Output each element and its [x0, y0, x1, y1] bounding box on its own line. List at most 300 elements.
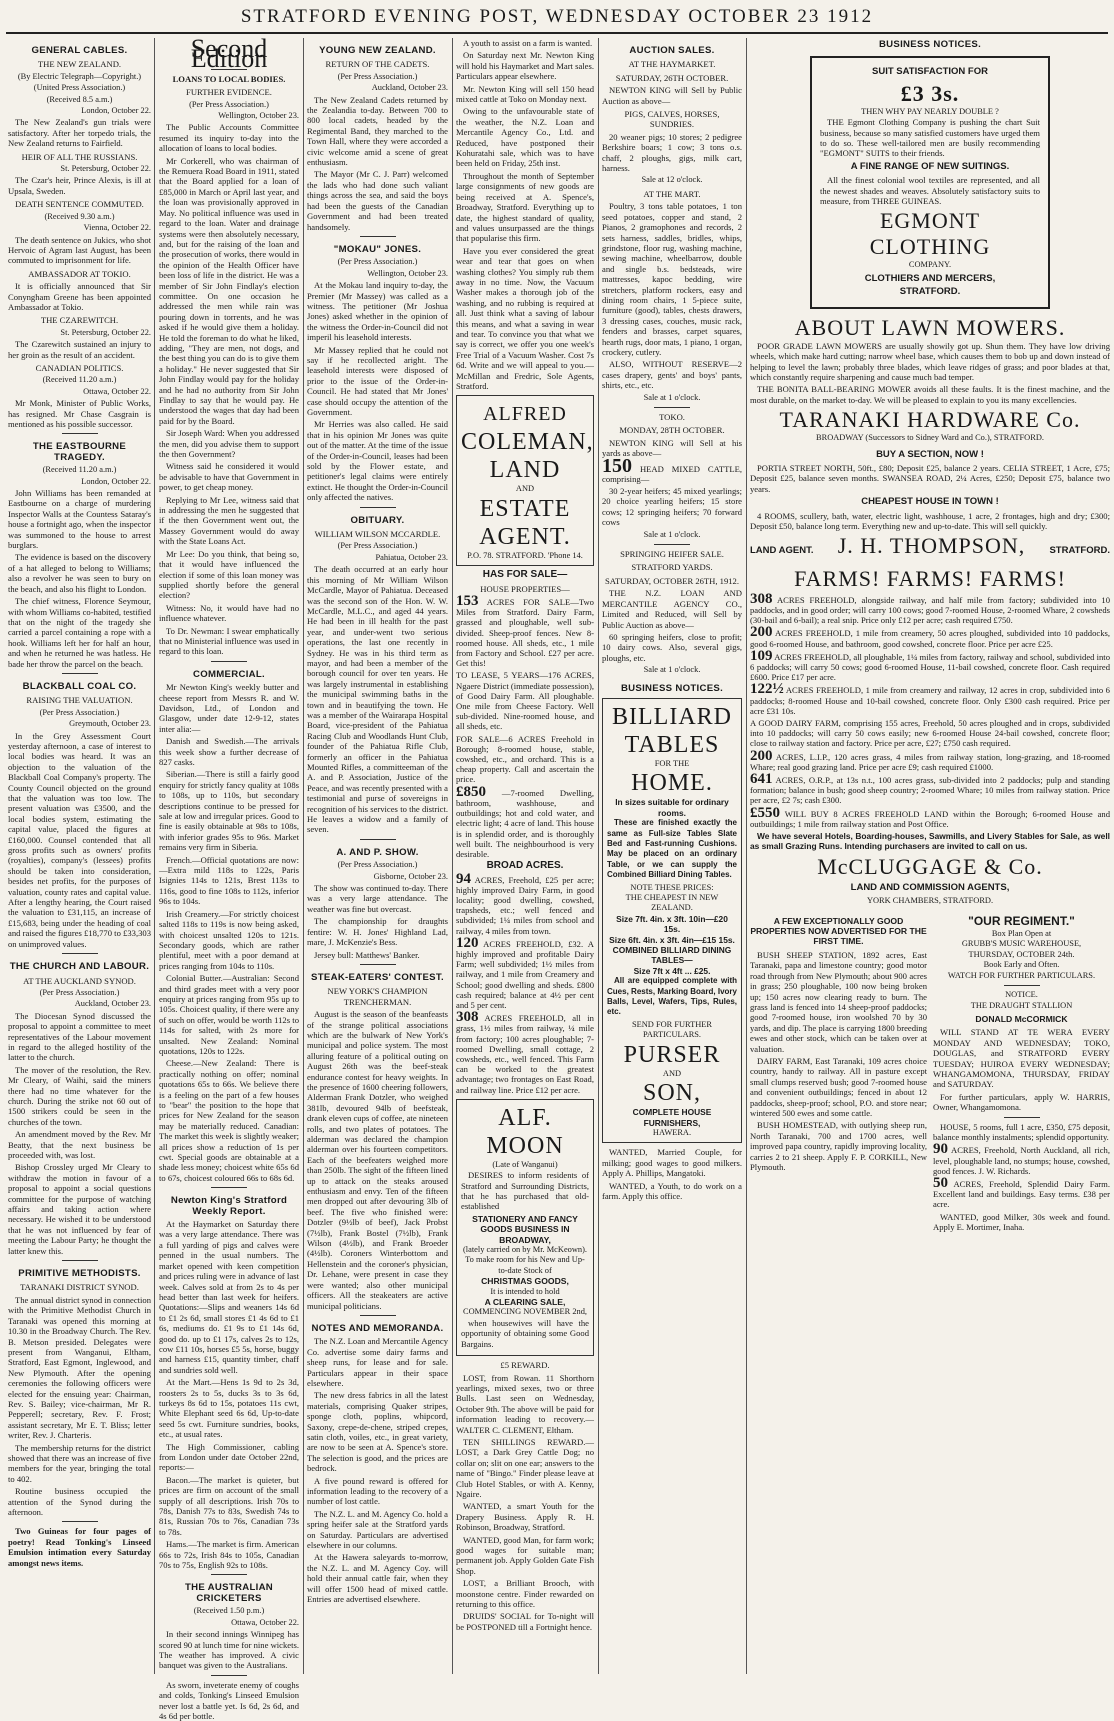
paragraph: The Public Accounts Committee resumed its inquiry to-day into the allocation of loans to local bodies. [159, 122, 299, 154]
dateline: Ottawa, October 22. [231, 1617, 299, 1627]
credit: (By Electric Telegraph—Copyright.) [17, 71, 142, 81]
separator [62, 953, 98, 954]
subheading: SATURDAY, OCTOBER 26TH, 1912. [604, 575, 740, 586]
footer-notice: Two Guineas for four pages of poetry! Read Tonking's Linseed Emulsion intimation every Saturday amongst news items. [8, 1526, 151, 1568]
sale-time: Sale at 12 o'clock. [641, 175, 703, 185]
column-general-cables [8, 38, 151, 1674]
subheading: THE CZAREWITCH. [40, 315, 119, 326]
paragraph: 20 weaner pigs; 10 stores; 2 pedigree Berkshire boars; 1 cow; 3 tons o.s. chaff, 2 ploughs, gigs, milk cart, harness. [602, 131, 742, 174]
separator [1004, 1117, 1040, 1118]
headline: AUCTION SALES. [629, 45, 715, 56]
paragraph: The N.Z. L. and M. Agency Co. hold a spring heifer sale at the Stratford yards on Saturday. Particulars are advertised elsewhere in our columns. [307, 1508, 448, 1551]
column-rule [154, 38, 155, 1674]
advert-name: ALFRED [483, 403, 567, 426]
paragraph: In the Grey Assessment Court yesterday afternoon, a case of interest to local bodies was heard. It was an objection to the valuation of the Blackball Coal Company's property. The County Council objected on the ground that the valuation was too low. The present valuation was £3500, and the local bodies system, estimating the capital value, placed the figures at £160,000. Counsel contended that all gross profits such as owners' profits (royalties), company's (lessees) profits should be taken into consideration, besides net profits, for the purposes of valuation, county rates and capital value. After a lengthy hearing, the Court raised the valuation to £31,115, an increase of £15,683, being under the heading of coal and raised the figures £18,770 to £33,303 on unimproved values. [8, 730, 151, 949]
subheading: SPRINGING HEIFER SALE. [620, 549, 724, 560]
listing-text: ACRES FREEHOLD, all in grass, 1½ miles from railway, ¼ mile from factory; 100 acres ploughable; 7-roomed Dwelling, small cottage, 2 cowsheds, etc., well fenced. This Farm can be worked to the greatest advantage; two frontages on East Road, and railway line. Price £12 per acre. [456, 1013, 594, 1095]
column-rule [452, 38, 453, 1674]
paragraph: 30 2-year heifers; 45 mixed yearlings; 20 choice yearling heifers; 15 store cows; 12 springing heifers; 70 forward cows [602, 486, 742, 528]
headline: A. AND P. SHOW. [336, 846, 419, 858]
headline: THE CHURCH AND LABOUR. [9, 961, 150, 973]
listing [456, 870, 594, 936]
paragraph: An amendment moved by the Rev. Mr Beatty, that the next business be proceeded with, was lost. [8, 1129, 151, 1160]
section-heading: HAS FOR SALE— [482, 569, 568, 581]
advert-line: THE DRAUGHT STALLION [970, 1000, 1073, 1010]
headline: Newton King's Stratford Weekly Report. [170, 1195, 288, 1217]
advert-name: CLOTHING [869, 234, 991, 260]
listing-text: HEAD MIXED CATTLE, comprising— [602, 463, 742, 484]
advert-text: POOR GRADE LAWN MOWERS are usually showily got up. Shun them. They have low driving wheels, which make hard cutting; narrow wheel base, which causes them to bob up and down instead of helping to level the lawn; probably three blades, which leave ridges of grass; and poor blades at that, which constantly require sharpening and cause much bad temper. [750, 340, 1110, 382]
advert-name: PURSER [623, 1041, 721, 1068]
separator [211, 661, 247, 662]
paragraph: To Dr. Newman: I swear emphatically that no Ministerial influence was used in regard to this loan. [159, 625, 299, 657]
column-news [307, 38, 448, 1674]
paragraph: DRUIDS' SOCIAL for To-night will be POSTPONED till a Fortnight hence. [456, 1611, 594, 1632]
advert-text: PORTIA STREET NORTH, 50ft., £80; Deposit £25, balance 2 years. CELIA STREET, 1 Acre, £75; Deposit £25, balance seven months. SWANSEA ROAD, 2¼ Acres, £250; Deposit £75, balance two years. [750, 462, 1110, 494]
advert-line: NOTICE. [1005, 990, 1038, 1000]
advert-line: THEN WHY PAY NEARLY DOUBLE ? [861, 106, 999, 116]
listing [750, 590, 1110, 626]
headline: COMMERCIAL. [192, 668, 266, 680]
column-rule [598, 38, 599, 1674]
listing-number: 150 [602, 454, 632, 477]
paragraph: The show was continued to-day. There was a very large attendance. The weather was fine but overcast. [307, 883, 448, 914]
paragraph: The Diocesan Synod discussed the proposal to appoint a committee to meet representatives of the Labour movement in regard to the alleged hostility of the latter to the church. [8, 1010, 151, 1063]
headline: BUSINESS NOTICES. [878, 39, 982, 50]
advert-line: It is intended to hold [490, 1286, 560, 1296]
subheading: HEIR OF ALL THE RUSSIANS. [21, 151, 138, 162]
paragraph: Colonial Butter.—Australian: Second and third grades meet with a very poor enquiry at prices ranging from 95s up to 105s. Choicest quality, if there were any of such on offer, would be worth 112s to 114s for salted, with 2s more for unsalted. New Zealand: Nominal quotations, 120s to 122s. [159, 973, 299, 1056]
listing-number: 153 [456, 593, 479, 610]
paragraph: Cheese.—New Zealand: There is practically nothing on offer; nominal quotations 65s to 66s. We believe there is a feeling on the part of a few houses to "bear" the position to the hope that prices for New Zealand for the season may be materially reduced. Canadian: The market this week is slightly weaker; all prices show a reduction of 1s per cwt. Special goods are obtainable at a shade less money; choicest white 65s 6d to 67s, choicest coloured 66s to 68s 6d. [159, 1058, 299, 1183]
advert-line: SEND FOR FURTHER PARTICULARS. [631, 1019, 712, 1040]
listing [750, 681, 1110, 716]
bottom-split [750, 913, 1110, 1235]
advert-name: HOME. [631, 770, 713, 797]
column-local-ads [456, 38, 594, 1674]
dateline: St. Petersburg, October 22. [60, 327, 151, 337]
advert-line: Book Early and Often. [983, 960, 1060, 970]
paragraph: It is officially announced that Sir Conyngham Greene has been appointed Ambassador at Tokio. [8, 281, 151, 312]
listing-text: ACRES, O.R.P., at 13s n.t., 100 acres grass, sub-divided into 2 paddocks; pulp and standing formation; balance in bush; good sheep country; 2-roomed Whare; 10 miles from railway station. Price per acre, £2 7s; cash £300. [750, 775, 1110, 806]
advert-line: NOTE THESE PRICES: [630, 882, 714, 892]
received-line: (Received 1.50 p.m.) [193, 1606, 265, 1616]
paragraph: The Czar's heir, Prince Alexis, is ill at Upsala, Sweden. [8, 175, 151, 196]
sale-time: Sale at 1 o'clock. [643, 392, 701, 402]
paragraph: The High Commissioner, cabling from London under date October 22nd, reports:— [159, 1441, 299, 1473]
advert-line: A FINE RANGE OF NEW SUITINGS. [850, 160, 1010, 172]
paragraph: The annual district synod in connection with the Primitive Methodist Church in Taranaki was opened this morning at 10.30 in the Broadway Church. The Rev. B. Metson presided. Delegates were present from Wanganui, Eltham, Stratford, East Egmont, Inglewood, and New Plymouth. After the opening ceremonies the following officers were elected for the ensuing year: Chairman, Rev. S. Bailey; vice-chairman, Mr R. Pepperell; secretary, Rev. F. Frost; assistant secretary, Mr E. T. Bliss; letter writer, Rev. J. Charteris. [8, 1294, 151, 1441]
advert-text: BUSH SHEEP STATION, 1892 acres, East Taranaki, papa and limestone country; good motor road through from New Plymouth; about 900 acres in grass; 250 ploughable, 100 now being broken up; 150 acres now clearing ready to burn. The grass land is fenced into 14 sheep-proof paddocks; good 7-roomed house, iron woolshed 70 by 30 yards, and dip. The place is carrying 1800 breeding ewes and other stock, which can be taken over at valuation. [750, 949, 927, 1054]
advert-line: To make room for his New and Up-to-date Stock of [465, 1255, 585, 1275]
advert-line: Box Plan Open at [991, 929, 1052, 939]
listing [456, 593, 594, 669]
advert-line: AND [515, 484, 535, 494]
advert-line: A CLEARING SALE, [484, 1297, 566, 1308]
paragraph: Routine business occupied the attention of the Synod during the afternoon. [8, 1486, 151, 1517]
paragraph: The Mayor (Mr C. J. Parr) welcomed the lads who had done such valiant things across the sea, and said the boys had been the guests of the Canadian Government and had been treated handsomely. [307, 169, 448, 232]
advert-text: For further particulars, apply W. HARRIS, Owner, Whangamomona. [933, 1091, 1110, 1113]
paragraph: The death sentence on Jukics, who shot Hervoic of Agram last August, has been commuted to imprisonment for life. [8, 234, 151, 266]
listing-text: ACRES, Freehold, Splendid Dairy Farm. Excellent land and buildings. Easy terms. £38 per acre. [933, 1179, 1110, 1210]
paragraph: TEN SHILLINGS REWARD.—LOST, a Dark Grey Cattle Dog; no collar on; slit on one ear; answers to the name of "Bingo." Finder please leave at Club Hotel Stables, or with A. Kenny, Ngaire. [456, 1436, 594, 1499]
paragraph: Hams.—The market is firm. American 66s to 72s, Irish 84s to 105s, Canadian 70s to 75s, English 92s to 108s. [159, 1539, 299, 1571]
advert-line: ESTATE [479, 495, 571, 522]
paragraph: Mr Monk, Minister of Public Works, has resigned. Mr Chase Casgrain is mentioned as his possible successor. [8, 398, 151, 429]
credit: (Per Press Association.) [39, 987, 120, 997]
advert-name: ALF. MOON [486, 1104, 564, 1159]
paragraph: Witness: No, it would have had no influence whatever. [159, 602, 299, 624]
advert-line: (Late of Wanganui) [492, 1159, 558, 1169]
advert-text: THE BONITA BALL-BEARING MOWER avoids all these faults. It is the finest machine, and the most durable, on the market to-day. We will be pleased to explain to you its many excellencies. [750, 384, 1110, 405]
dateline: Pahiatua, October 23. [375, 552, 448, 562]
advert-line: COMPANY. [908, 260, 952, 270]
advert-name: TARANAKI HARDWARE Co. [779, 407, 1081, 433]
received-line: (Received 11.20 a.m.) [42, 375, 117, 385]
paragraph: The N.Z. Loan and Mercantile Agency Co. advertise some dairy farms and sheep runs, for lease and for sale. Particulars appear in their space elsewhere. [307, 1336, 448, 1388]
paragraph: The evidence is based on the discovery of a hat alleged to belong to Williams; also a revolver he was seen to bury on the beach, and also his flight to London. [8, 552, 151, 594]
listing [933, 1141, 1110, 1176]
advert-text: HOUSE, 5 rooms, full 1 acre, £350, £75 deposit, balance monthly instalments; splendid opportunity. [933, 1121, 1110, 1142]
listing [456, 934, 594, 1010]
separator [654, 407, 690, 408]
subheading: AMBASSADOR AT TOKIO. [28, 268, 131, 279]
advert-name: TABLES [624, 731, 720, 758]
column-business-notices [750, 38, 1110, 1674]
separator [360, 507, 396, 508]
paragraph: Bacon.—The market is quieter, but prices are firm on account of the small supply of all descriptions. Irish 70s to 78s, Danish 77s to 83s, Swedish 74s to 81s, Russian 70s to 76s, Canadian 73s to 78s. [159, 1474, 299, 1537]
column-auction-sales [602, 38, 742, 1674]
advert-text: DAIRY FARM, East Taranaki, 109 acres choice country, handy to railway. All in pasture except small clumps reserved bush; good 7-roomed house and convenient outbuildings; fenced in about 12 paddocks, sheep-proof; school, P.O. and store near; wintered 500 ewes and some cattle. [750, 1055, 927, 1118]
credit: (United Press Association.) [33, 83, 126, 93]
advert-line: STATIONERY AND FANCY GOODS BUSINESS IN BROADWAY, [472, 1213, 578, 1245]
separator [360, 236, 396, 237]
listing-number: 308 [456, 1009, 479, 1026]
dateline: Greymouth, October 23. [69, 719, 151, 729]
advert-text: All are equipped complete with Cues, Rests, Marking Board, Ivory Balls, Level, Wafers, Tips, Rules, etc. [607, 976, 737, 1017]
paragraph: On Saturday next Mr. Newton King will hold his Haymarket and Mart sales. Particulars appear elsewhere. [456, 50, 594, 82]
received-line: (Received 9.30 a.m.) [44, 211, 115, 221]
listing [750, 804, 1110, 829]
separator [1004, 985, 1040, 986]
paragraph: NEWTON KING will Sell by Public Auction as above— [602, 85, 742, 106]
subheading: SATURDAY, 26TH OCTOBER. [615, 72, 729, 83]
listing [456, 1009, 594, 1095]
advert-alfred-coleman [456, 395, 594, 566]
paragraph: The chief witness, Florence Seymour, with whom Williams co-habited, testified that on the night of the tragedy she carried a parcel containing a rope with a hook. Williams left her for half an hour, and when he returned he was hatless. He bade her throw the parcel on the beach. [8, 596, 151, 669]
dateline: Ottawa, October 22. [83, 386, 151, 396]
advert-line: GRUBB'S MUSIC WAREHOUSE, [961, 939, 1082, 949]
footer-notice: As sworn, inveterate enemy of coughs and colds, Tonking's Linseed Emulsion never lost a battle yet. Is 6d, 2s 6d, and 4s 6d per bottle. [159, 1679, 299, 1721]
paragraph: Sir Joseph Ward: When you addressed the men, did you advise them to support the then Government? [159, 428, 299, 460]
listing-number: 94 [456, 870, 471, 887]
advert-heading: FARMS! FARMS! FARMS! [794, 565, 1066, 591]
paragraph: Mr Massey replied that he could not say if he recollected aright. The leasehold interests were disposed of prior to the issue of the Order-in-Council. He had stated that Mr Jones' case should occupy the attention of the Government. [307, 344, 448, 417]
advert-line: FOR THE [654, 758, 690, 768]
subheading: LOANS TO LOCAL BODIES. [172, 73, 286, 84]
headline: PRIMITIVE METHODISTS. [18, 1268, 141, 1280]
credit: (Per Press Association.) [337, 257, 418, 267]
paragraph: LOST, a Brilliant Brooch, with moonstone centre. Finder rewarded on returning to this office. [456, 1578, 594, 1610]
dateline: Auckland, October 23. [74, 999, 151, 1009]
advert-line: COMMENCING NOVEMBER 2nd, [462, 1307, 587, 1317]
paragraph: Owing to the unfavourable state of the weather, the N.Z. Loan and Mercantile Agency Co., Ltd. and Reduced, have postponed their Kohuratahi sale, which was to have been held on Friday, 25th inst. [456, 106, 594, 169]
listing-number: 109 [750, 647, 773, 664]
masthead: STRATFORD EVENING POST, WEDNESDAY OCTOBER 23 1912 [240, 6, 874, 27]
paragraph: 60 springing heifers, close to profit; 10 dairy cows. Also, several gigs, ploughs, etc. [602, 631, 742, 663]
edition-title: Second Edition [190, 34, 268, 74]
subheading: £5 REWARD. [500, 1360, 550, 1371]
advert-heading: BUY A SECTION, NOW ! [876, 448, 984, 460]
advert-address: STRATFORD. [1049, 545, 1110, 557]
paragraph: Mr Lee: Do you think, that being so, that it would have influenced the election if some of this loan money was supplied shortly before the general election? [159, 548, 299, 601]
separator [360, 964, 396, 965]
advert-price: Size 7ft x 4ft ... £25. [633, 965, 711, 976]
dateline: London, October 22. [81, 106, 151, 116]
headline: NOTES AND MEMORANDA. [311, 1322, 444, 1334]
advert-text: WILL STAND AT TE WERA EVERY MONDAY AND WEDNESDAY; TOKO, DOUGLAS, and STRATFORD EVERY TUESDAY; HUIROA EVERY WEDNESDAY; WHANGAMOMONA, THURSDAY, FRIDAY and SATURDAY. [933, 1027, 1110, 1090]
advert-heading: CHEAPEST HOUSE IN TOWN ! [861, 496, 999, 508]
separator [211, 1574, 247, 1575]
bottom-left [750, 913, 927, 1235]
advert-name: COLEMAN, [461, 429, 594, 456]
separator [211, 1675, 247, 1676]
advert-address: HAWERA. [652, 1127, 692, 1137]
dateline: London, October 22. [81, 476, 151, 486]
subheading: FURTHER EVIDENCE. [186, 87, 272, 98]
subheading: STRATFORD YARDS. [631, 562, 713, 573]
listing-text: ACRES FREEHOLD, alongside railway, and half mile from factory; subdivided into 10 paddocks, and in good order; will carry 100 cows; good 7-roomed House, 2-roomed Whare, 2 cowsheds (30-bail and 6-bail); a real snip. Price only £12 per acre; cash required £750. [750, 594, 1110, 626]
paragraph: WANTED, a Youth, to do work on a farm. Apply this office. [602, 1180, 742, 1201]
advert-heading: A FEW EXCEPTIONALLY GOOD PROPERTIES NOW ADVERTISED FOR THE FIRST TIME. [750, 915, 927, 947]
listing [750, 747, 1110, 772]
subheading: AT THE HAYMARKET. [628, 59, 716, 70]
paragraph: WANTED, Married Couple, for milking; good wages to good milkers. Apply A. Phillips, Mangatoki. [602, 1147, 742, 1179]
listing-text: ACRES FREEHOLD, £32. A highly improved and profitable Dairy Farm; well subdivided; 1½ miles from railway, and 1 mile from Creamery and School; good dwelling and sheds. £800 cash required; balance at 4½ per cent and 5 per cent. [456, 938, 594, 1010]
credit: (Per Press Association.) [337, 541, 418, 551]
listing-number: 200 [750, 624, 773, 641]
advert-heading: "OUR REGIMENT." [968, 913, 1075, 928]
advert-line: COMBINED BILLIARD DINING TABLES— [612, 945, 732, 966]
headline: THE AUSTRALIAN CRICKETERS [184, 1582, 274, 1604]
listing-text: ACRES, Freehold, North Auckland, all rich, level, ploughable land, no stumps; house, cowshed, good fences. J. W. Richards. [933, 1145, 1110, 1176]
advert-line: LAND AGENT. [750, 545, 814, 557]
advert-price: £3 3s. [900, 80, 960, 106]
paragraph: The new dress fabrics in all the latest materials, comprising Quaker stripes, sponge cloth, poplins, whipcord, Saxony, crepe-de-chene, striped crepes, satin cloth, voiles, etc., in great variety, are now to be seen at A. Spence's store. The selection is good, and the prices are bedrock. [307, 1390, 448, 1474]
advert-name: EGMONT [879, 208, 981, 234]
paragraph: The membership returns for the district showed that there was an increase of five members for the year, bringing the total to 402. [8, 1442, 151, 1484]
headline: BUSINESS NOTICES. [620, 682, 724, 694]
dateline: Wellington, October 23. [218, 111, 299, 121]
advert-address: BROADWAY (Successors to Sidney Ward and Co.), STRATFORD. [816, 433, 1044, 443]
paragraph: John Williams has been remanded at Eastbourne on a charge of murdering Inspector Walls at the Countess Sataray's house a fortnight ago, when the inspector was summoned to the house to arrest burglars. [8, 488, 151, 551]
listing-number: £550 [750, 804, 780, 821]
paragraph: LOST, from Rowan. 11 Shorthorn yearlings, mixed sexes, two or three Bulls. Last seen on Wednesday, October 9th. The above will be paid for information leading to recovery.—WALTER C. CLEMENT, Eltham. [456, 1372, 594, 1435]
headline: OBITUARY. [350, 514, 405, 526]
advert-line: LAND AND COMMISSION AGENTS, [850, 881, 1010, 893]
advert-address: P.O. 78. STRATFORD. 'Phone 14. [467, 550, 583, 560]
paragraph: Mr. Newton King will sell 150 head mixed cattle at Toko on Monday next. [456, 83, 594, 105]
advert-text: when housewives will have the opportunity of obtaining some Good Bargains. [461, 1317, 589, 1349]
subheading: NEW YORK'S CHAMPION TRENCHERMAN. [327, 986, 428, 1007]
listing-text: ACRES, L.I.P., 120 acres grass, 4 miles from railway station, long-grazing, and 18-roomed Whare; real good grazing land. Price per acre £9; cash required £1000. [750, 751, 1110, 772]
paragraph: Irish Creamery.—For strictly choicest salted 118s to 119s is now being asked, with choicest unsalted 120s to 121s. Secondary goods, which are rather plentiful, meet with a poor demand at prices ranging from 104s to 110s. [159, 908, 299, 971]
advert-signature-row [750, 533, 1110, 559]
listing-number: 122½ [750, 681, 784, 698]
advert-name: SON, [642, 1080, 701, 1107]
advert-line: THURSDAY, OCTOBER 24th. [968, 949, 1075, 959]
advert-line: WATCH FOR FURTHER PARTICULARS. [947, 970, 1096, 980]
advert-text: THE Egmont Clothing Company is pushing the chart Suit business, because so many satisfied customers have urged them to do so. These well-tailored men are busily recommending "EGMONT" SUITS to their friends. [820, 117, 1040, 159]
paragraph: THE N.Z. LOAN AND MERCANTILE AGENCY CO., Limited and Reduced, will Sell by Public Auction as above— [602, 588, 742, 630]
subheading: THE NEW ZEALAND. [37, 59, 122, 70]
listing-number: 308 [750, 590, 773, 607]
subheading: RAISING THE VALUATION. [26, 695, 133, 706]
separator [62, 673, 98, 674]
paragraph: Throughout the month of September large consignments of new goods are being received at A. Spence's, Broadway, Stratford. Everything up to date, the highest standard of quality, and values unsurpassed are the things that popularise this firm. [456, 170, 594, 244]
paragraph: Jersey bull: Matthews' Banker. [314, 949, 420, 960]
paragraph: WANTED, a smart Youth for the Drapery Business. Apply R. H. Robinson, Broadway, Stratford. [456, 1501, 594, 1533]
bottom-right [933, 913, 1110, 1235]
listing-number: 120 [456, 934, 479, 951]
separator [360, 1315, 396, 1316]
advert-line: LAND [489, 457, 561, 484]
subheading: AT THE AUCKLAND SYNOD. [23, 975, 136, 986]
separator [62, 433, 98, 434]
headline: "MOKAU" JONES. [333, 243, 422, 255]
paragraph: Poultry, 3 tons table potatoes, 1 ton seed potatoes, copper and stand, 2 Pianos, 2 gramophones and records, 2 sets harness, saddles, bridles, whips, grindstone, floor rug, washing machine, sewing machine, wheelbarrow, double and single b.s. bedsteads, wire mattresses, kapoc bedding, wire stretchers, platform rockers, easy and dining room chairs, 1 5-piece suite, furniture (good), tables, chests drawers, 3 dressing cases, couches, music rack, fenders and brasses, carpet squares, hearth rugs, door mats, 1 piano, 1 organ, crockery, cutlery. [602, 201, 742, 357]
paragraph: At the Mokau land inquiry to-day, the Premier (Mr Massey) was called as a witness. The petitioner (Mr Joshua Jones) asked whether in the opinion of the witness the Order-in-Council did not imperil his leasehold interests. [307, 280, 448, 343]
advert-line: In sizes suitable for ordinary rooms. [615, 797, 729, 818]
paragraph: At the Haymarket on Saturday there was a very large attendance. There was a full yarding of pigs and calves were penned in the usual numbers. The market opened with keen competition and prices ruling were in advance of last week. Calves sold at from 2s to 4s per head better than last week for heifers. Quotations:—Slips and weaners 14s 6d to £1 2s 6d, small stores £1 4s 6d to £1 6s, mediums do. £1 9s to £1 14s 6d, good do. up to £1 17s, calves 2s to 12s, cow £11 10s, horses £5 5s, horse, buggy and harness £15, quantity timber, chaff and sundries sold well. [159, 1219, 299, 1375]
listing-number: 200 [750, 747, 773, 764]
advert-text: All the finest colonial wool textiles are represented, and all the newest shades and weaves. Absolutely satisfactory suits to measure, from THREE GUINEAS. [820, 175, 1040, 207]
listing-text: ACRES, Freehold, £25 per acre; highly improved Dairy Farm, in good locality; good dwelling, cowshed, trapsheds, etc.; well fenced and subdivided; 1¼ miles from school and railway, 4 miles from town. [456, 874, 594, 936]
advert-name: BILLIARD [612, 703, 732, 730]
advert-text: These are finished exactly the same as Full-size Tables Slate Bed and Fast-running Cushions. May be placed on an ordinary Table, or we can supply the Combined Billiard Dining Tables. [607, 818, 737, 880]
separator [654, 544, 690, 545]
listing-number: 50 [933, 1175, 948, 1191]
paragraph: Mr Newton King's weekly butter and cheese report from Messrs R. and W. Davidson, Ltd., of London and Glasgow, under date 12-9-12, states inter alia:— [159, 682, 299, 734]
separator [62, 1260, 98, 1261]
paragraph: The Czarewitch sustained an injury to her groin as the result of an accident. [8, 339, 151, 360]
credit: (Per Press Association.) [39, 707, 120, 717]
received-line: (Received 11.20 a.m.) [42, 465, 117, 475]
received-line: (Received 8.5 a.m.) [46, 94, 113, 104]
dateline: Wellington, October 23. [367, 268, 448, 278]
subheading: PIGS, CALVES, HORSES, SUNDRIES. [624, 109, 720, 130]
advert-line: CHRISTMAS GOODS, [481, 1276, 569, 1287]
paragraph: The death occurred at an early hour this morning of Mr William Wilson McCardle, Mayor of Pahiatua. Deceased was the second son of the Hon. W. W. McCardle, M.L.C., and aged 44 years. He had been in ill health for the past year, and under-went two serious operations, the last one recently in Sydney. He was in his third term as mayor, and had been a member of the borough council for over ten years. He was largely instrumental in establishing the municipal swimming baths in the town and in beautifying the town. He was a member of the Wairarapa Hospital Board, vice-president of the Pahiatua Racing Club and Woodlands Hunt Club, founder of the Pahiatua Rifle Club, formerly an officer in the Pahiatua Mounted Rifles, a committeeman of the A. and P. Association, Justice of the Peace, and was recently presented with a testimonial and purse of sovereigns in recognition of his services to the district. He leaves a widow and a family of seven. [307, 564, 448, 835]
subheading: TARANAKI DISTRICT SYNOD. [20, 1282, 139, 1293]
headline: THE EASTBOURNE TRAGEDY. [32, 441, 127, 463]
listing [456, 783, 594, 859]
advert-name: DONALD McCORMICK [975, 1013, 1068, 1024]
advert-line: COMPLETE HOUSE FURNISHERS, [632, 1107, 712, 1128]
paragraph: The New Zealand's gun trials were satisfactory. After her torpedo trials, the New Zealand returns to Fairfield. [8, 117, 151, 149]
headline: YOUNG NEW ZEALAND. [319, 45, 436, 56]
advert-text: 4 ROOMS, scullery, bath, water, electric light, washhouse, 1 acre, 2 frontages, high and dry; £300; Deposit £50, balance long term. Everything new and up-to-date. This will sell quickly. [750, 510, 1110, 531]
headline: BLACKBALL COAL CO. [22, 680, 137, 692]
advert-address: YORK CHAMBERS, STRATFORD. [866, 896, 994, 906]
advert-heading: ABOUT LAWN MOWERS. [794, 314, 1066, 340]
listing [602, 454, 742, 484]
paragraph: A five pound reward is offered for information leading to the recovery of a number of lost cattle. [307, 1475, 448, 1507]
paragraph: Danish and Swedish.—The arrivals this week show a further decrease of 827 casks. [159, 736, 299, 767]
advert-line: CLOTHIERS AND MERCERS, [864, 272, 996, 284]
separator [211, 1187, 247, 1188]
credit: (Per Press Association.) [337, 71, 418, 81]
column-rule [303, 38, 304, 1674]
paragraph: In their second innings Winnipeg has scored 90 at lunch time for nine wickets. The weather has improved. A civic banquet was given to the Australians. [159, 1629, 299, 1671]
advert-price: Size 6ft. 4in. x 3ft. 4in—£15 15s. [609, 934, 735, 945]
listing-text: WILL BUY 8 ACRES FREEHOLD LAND within the Borough; 6-roomed House and outbuildings; 1 mile from railway station and Post Office. [750, 808, 1110, 829]
advert-line: THE CHEAPEST IN NEW ZEALAND. [625, 893, 719, 913]
dateline: Vienna, October 22. [83, 223, 151, 233]
listing-text: ACRES FREEHOLD, 1 mile from creamery and railway, 12 acres in crop, subdivided into 6 paddocks; 8-roomed House and 10-bail cowshed, concrete floor. Only £300 cash required. Price per acre £31 10s. [750, 685, 1110, 716]
advert-alf-moon [456, 1099, 594, 1356]
advert-text: WANTED, good Milker, 30s week and found. Apply E. Mortimer, Inaha. [933, 1211, 1110, 1233]
subheading: HOUSE PROPERTIES— [480, 583, 570, 594]
listing: A GOOD DAIRY FARM, comprising 155 acres, Freehold, 50 acres ploughed and in crops, subdivided into 10 paddocks; will carry 50 cows easily; new 6-roomed House 24-bail cowshed, concrete floor; close to railway station and factory. Price per acre, £27; £750 cash required. [750, 718, 1110, 749]
listing-text: ACRES FREEHOLD, all ploughable, 1¼ miles from factory, railway and school, subdivided into 6 paddocks; will carry 50 cows; good 6-roomed House, 11-bail cowshed, concrete floor. Cash required £600. Price £17 per acre. [750, 651, 1110, 683]
advert-text: DESIRES to inform residents of Stratford and Surrounding Districts, that he has purchased that old-established [461, 1170, 589, 1212]
listing-text: ACRES FREEHOLD, 1 mile from creamery, 50 acres ploughed, subdivided into 10 paddocks, good 6-roomed House, and bathroom, good cowshed, concrete floor. Price per acre £25. [750, 628, 1110, 649]
listing [750, 771, 1110, 806]
subheading: TOKO. [659, 412, 685, 422]
listing [933, 1175, 1110, 1210]
advert-address: STRATFORD. [899, 286, 961, 298]
advert-billiard-tables [602, 698, 742, 1143]
advert-egmont-clothing [810, 56, 1050, 308]
paragraph: Have you ever considered the great wear and tear that goes on when washing clothes? You simply rub them away in no time. Now, the Vacuum Washer makes a thorough job of the washing, and no rubbing is required at all. Just think what a saving of labour this means, and what a saving in wear and tear. To convince you that what we say is correct, we offer you one week's Free Trial of a Vacuum Washer. Cost 7s 6d. Write and we will appeal to you.—McMillan and Fredric, Sole Agents, Stratford. [456, 245, 594, 391]
separator [360, 839, 396, 840]
paragraph: NEWTON KING will Sell at his yards as above— [602, 437, 742, 459]
sale-time: Sale at 1 o'clock. [643, 529, 701, 539]
paragraph: August is the season of the beanfeasts of the strange political associations which are the bulwark of New York's municipal and police system. The most alluring feature of a political outing on August 26th was the beef-steak endurance contest for heavy weights. In the presence of 1600 cheering followers, Alderman Frank Dotzler, who weighed 381lb, devoured 94lb of beefsteak, drank eleven cups of coffee, ate nineteen rolls, and two plates of potatoes. The alderman was declared the champion alderman over his fourteen competitors. Each of the beefeaters weighed more than 250lb. The sight of the fifteen lined up to attack on the steaks aroused enthusiasm and envy. Ten of the fifteen men dropped out after devouring 3lb of beef. The five who finished were: Dotzler (9½lb of beef), Jack Probst (7½lb), Frank Bostel (7½lb), Frank Wilson (4½lb), and Frank Broeder (4½lb). Coroners Winterbottom and Hellenstein and the coroner's physician, Dr. Lehane, were present in case they were wanted; also other municipal officers. All the steakeaters are active municipal politicians. [307, 1009, 448, 1311]
advert-line: AND [662, 1068, 682, 1078]
credit: (Per Press Association.) [337, 860, 418, 870]
advert-line: SUIT SATISFACTION FOR [872, 66, 988, 78]
listing-number: £850 [456, 783, 486, 800]
dateline: Gisborne, October 23. [373, 871, 448, 881]
paragraph: The championship for draughts fentire: W. H. Jones' Highland Lad, mare, J. McKenzie's Bess. [307, 916, 448, 948]
headline: GENERAL CABLES. [31, 45, 128, 56]
listing-text: ACRES FOR SALE—Two Miles from Stratford. Dairy Farm, grassed and ploughable, well sub-divided. Sheep-proof fences. New 8-roomed house. All sheds, etc., 1 mile from Factory and School. £27 per acre. Get this! [456, 597, 594, 669]
subheading: CANADIAN POLITICS. [35, 362, 124, 373]
paragraph: Replying to Mr Lee, witness said that in addressing the men he suggested that if the then Government went out, the Massey Government would do away with the State Loans Act. [159, 494, 299, 547]
column-second-edition [159, 34, 299, 1721]
advert-line: (lately carried on by Mr. McKeown). [463, 1245, 587, 1255]
paragraph: The New Zealand Cadets returned by the Zealandia to-day. Between 700 to 800 local cadets, headed by the Regimental Band, they marched to the Town Hall, where they were accorded a civic welcome amid a scene of great enthusiasm. [307, 94, 448, 168]
subheading: MONDAY, 28TH OCTOBER. [619, 425, 725, 436]
listing-number: 641 [750, 771, 773, 788]
separator [62, 1521, 98, 1522]
paragraph: Mr Herries was also called. He said that in his opinion Mr Jones was quite out of the matter. At the time of the issue of the Order-in-Council, leases had been sold by the Flower estate, and petitioner's legal claims were entirely extinct. He thought the Order-in-Council only affected the natives. [307, 419, 448, 503]
listing [750, 624, 1110, 649]
subheading: WILLIAM WILSON MCCARDLE. [314, 529, 441, 540]
masthead-rule [6, 32, 1108, 34]
paragraph: Siberian.—There is still a fairly good enquiry for strictly fancy quality at 108s to 108s, up to 110s, but secondary descriptions continue to be pressed for sale at low and irregular prices. Good to fine is easily obtainable at 98s to 108s, with inferior grades 95s to 96s. Market remains very firm in Siberia. [159, 769, 299, 853]
dateline: Auckland, October 23. [371, 83, 448, 93]
advert-name: J. H. THOMPSON, [837, 533, 1026, 559]
advert-text: We have several Hotels, Boarding-houses, Sawmills, and Livery Stables for Sale, as well as small Grazing Runs. Intending purchasers are invited to call on us. [750, 831, 1110, 852]
paragraph: Witness said he considered it would be advisable to have that Government in power, to get cheap money. [159, 461, 299, 493]
paragraph: At the Hawera saleyards to-morrow, the N.Z. L. and M. Agency Coy. will hold their annual cattle fair, when they will offer 1500 head of mixed cattle. Entries are advertised elsewhere. [307, 1552, 448, 1605]
credit: (Per Press Association.) [189, 99, 269, 109]
paragraph: The mover of the resolution, the Rev. Mr Cleary, of Waihi, said the miners there had no time whatever for the church. During the strike not 60 out of 1500 strikers could be seen in the churches of the town. [8, 1064, 151, 1127]
paragraph: French.—Official quotations are now:—Extra mild 118s to 122s, Paris Isignies 114s to 121s, Brest 113s to 116s, good to fine 108s to 112s, inferior 96s to 104s. [159, 854, 299, 907]
